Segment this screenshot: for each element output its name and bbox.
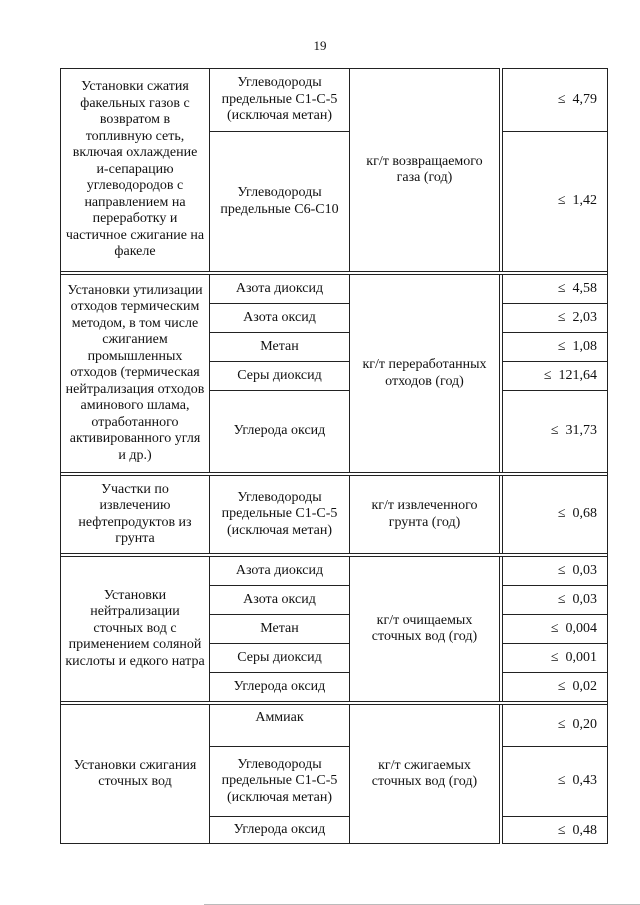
table-row	[61, 275, 608, 304]
unit-cell: кг/т переработанных отходов (год)	[350, 275, 500, 473]
table-row	[61, 705, 608, 747]
pollutant-cell: Углеводороды предельные С1-С-5 (исключая метан)	[210, 747, 350, 817]
unit-cell: кг/т очищаемых сточных вод (год)	[350, 557, 500, 702]
less-equal-symbol: ≤	[550, 423, 559, 439]
less-equal-symbol: ≤	[557, 506, 566, 522]
pollutant-cell: Азота диоксид	[210, 275, 350, 304]
value-text: 2,03	[572, 310, 597, 325]
value-cell	[503, 705, 608, 747]
pollutant-cell: Серы диоксид	[210, 644, 350, 673]
table-row	[61, 557, 608, 586]
value-cell	[503, 817, 608, 844]
less-equal-symbol: ≤	[557, 339, 566, 354]
less-equal-symbol: ≤	[557, 281, 566, 296]
value-cell	[503, 391, 608, 473]
pollutant-cell: Аммиак	[210, 705, 350, 747]
less-equal-symbol: ≤	[557, 193, 566, 209]
category-cell: Установки нейтрализации сточных вод с применением соляной кислоты и едкого натра	[61, 557, 210, 702]
page-number: 19	[313, 38, 327, 53]
category-cell: Участки по извлечению нефтепродуктов из грунта	[61, 476, 210, 554]
category-cell: Установки сжатия факельных газов с возвратом в топливную сеть, включая охлаждение и-сепарацию углеводородов с направлением на переработку и частичное сжигание на факеле	[61, 69, 210, 272]
less-equal-symbol: ≤	[543, 368, 552, 383]
pollutant-cell: Метан	[210, 615, 350, 644]
value-text: 1,08	[572, 339, 597, 354]
less-equal-symbol: ≤	[550, 621, 559, 636]
value-cell	[503, 304, 608, 333]
value-text: 4,58	[572, 281, 597, 296]
value-cell	[503, 333, 608, 362]
category-cell: Установки утилизации отходов термическим методом, в том числе сжиганием промышленных отходов (термическая нейтрализация отходов аминового шлама, отработанного активированного угля и др.)	[61, 275, 210, 473]
value-text: 4,79	[572, 91, 597, 107]
less-equal-symbol: ≤	[557, 310, 566, 325]
value-text: 0,03	[572, 563, 597, 578]
pollutant-cell: Углерода оксид	[210, 673, 350, 702]
value-cell	[503, 586, 608, 615]
value-cell	[503, 673, 608, 702]
value-cell	[503, 557, 608, 586]
less-equal-symbol: ≤	[557, 679, 566, 694]
value-text: 0,004	[565, 621, 597, 636]
pollutant-cell: Углеводороды предельные С6-С10	[210, 132, 350, 272]
value-text: 0,03	[572, 592, 597, 607]
value-cell	[503, 476, 608, 554]
less-equal-symbol: ≤	[557, 773, 566, 789]
pollutant-cell: Азота оксид	[210, 586, 350, 615]
pollutant-cell: Углеводороды предельные С1-С-5 (исключая метан)	[210, 476, 350, 554]
value-cell	[503, 747, 608, 817]
pollutant-cell: Азота диоксид	[210, 557, 350, 586]
unit-cell: кг/т возвращаемого газа (год)	[350, 69, 500, 272]
value-cell	[503, 132, 608, 272]
value-text: 0,20	[572, 717, 597, 733]
less-equal-symbol: ≤	[557, 563, 566, 578]
value-cell	[503, 615, 608, 644]
pollutant-cell: Углеводороды предельные С1-С-5 (исключая метан)	[210, 69, 350, 132]
unit-cell: кг/т извлеченного грунта (год)	[350, 476, 500, 554]
value-text: 0,02	[572, 679, 597, 694]
value-text: 0,68	[572, 506, 597, 522]
value-text: 121,64	[558, 368, 597, 383]
less-equal-symbol: ≤	[557, 717, 566, 733]
table-row	[61, 69, 608, 132]
category-cell: Установки сжигания сточных вод	[61, 705, 210, 844]
value-cell	[503, 362, 608, 391]
pollutant-cell: Серы диоксид	[210, 362, 350, 391]
pollutant-cell: Азота оксид	[210, 304, 350, 333]
table-row	[61, 476, 608, 554]
value-text: 1,42	[572, 193, 597, 209]
pollutant-cell: Метан	[210, 333, 350, 362]
less-equal-symbol: ≤	[550, 650, 559, 665]
pollutant-cell: Углерода оксид	[210, 391, 350, 473]
unit-cell: кг/т сжигаемых сточных вод (год)	[350, 705, 500, 844]
value-cell	[503, 275, 608, 304]
pollutant-cell: Углерода оксид	[210, 817, 350, 844]
less-equal-symbol: ≤	[557, 592, 566, 607]
value-cell	[503, 69, 608, 132]
value-text: 31,73	[565, 423, 597, 439]
less-equal-symbol: ≤	[557, 823, 566, 838]
emissions-table	[60, 68, 608, 844]
less-equal-symbol: ≤	[557, 91, 566, 107]
value-text: 0,43	[572, 773, 597, 789]
value-text: 0,001	[565, 650, 597, 665]
value-cell	[503, 644, 608, 673]
value-text: 0,48	[572, 823, 597, 838]
